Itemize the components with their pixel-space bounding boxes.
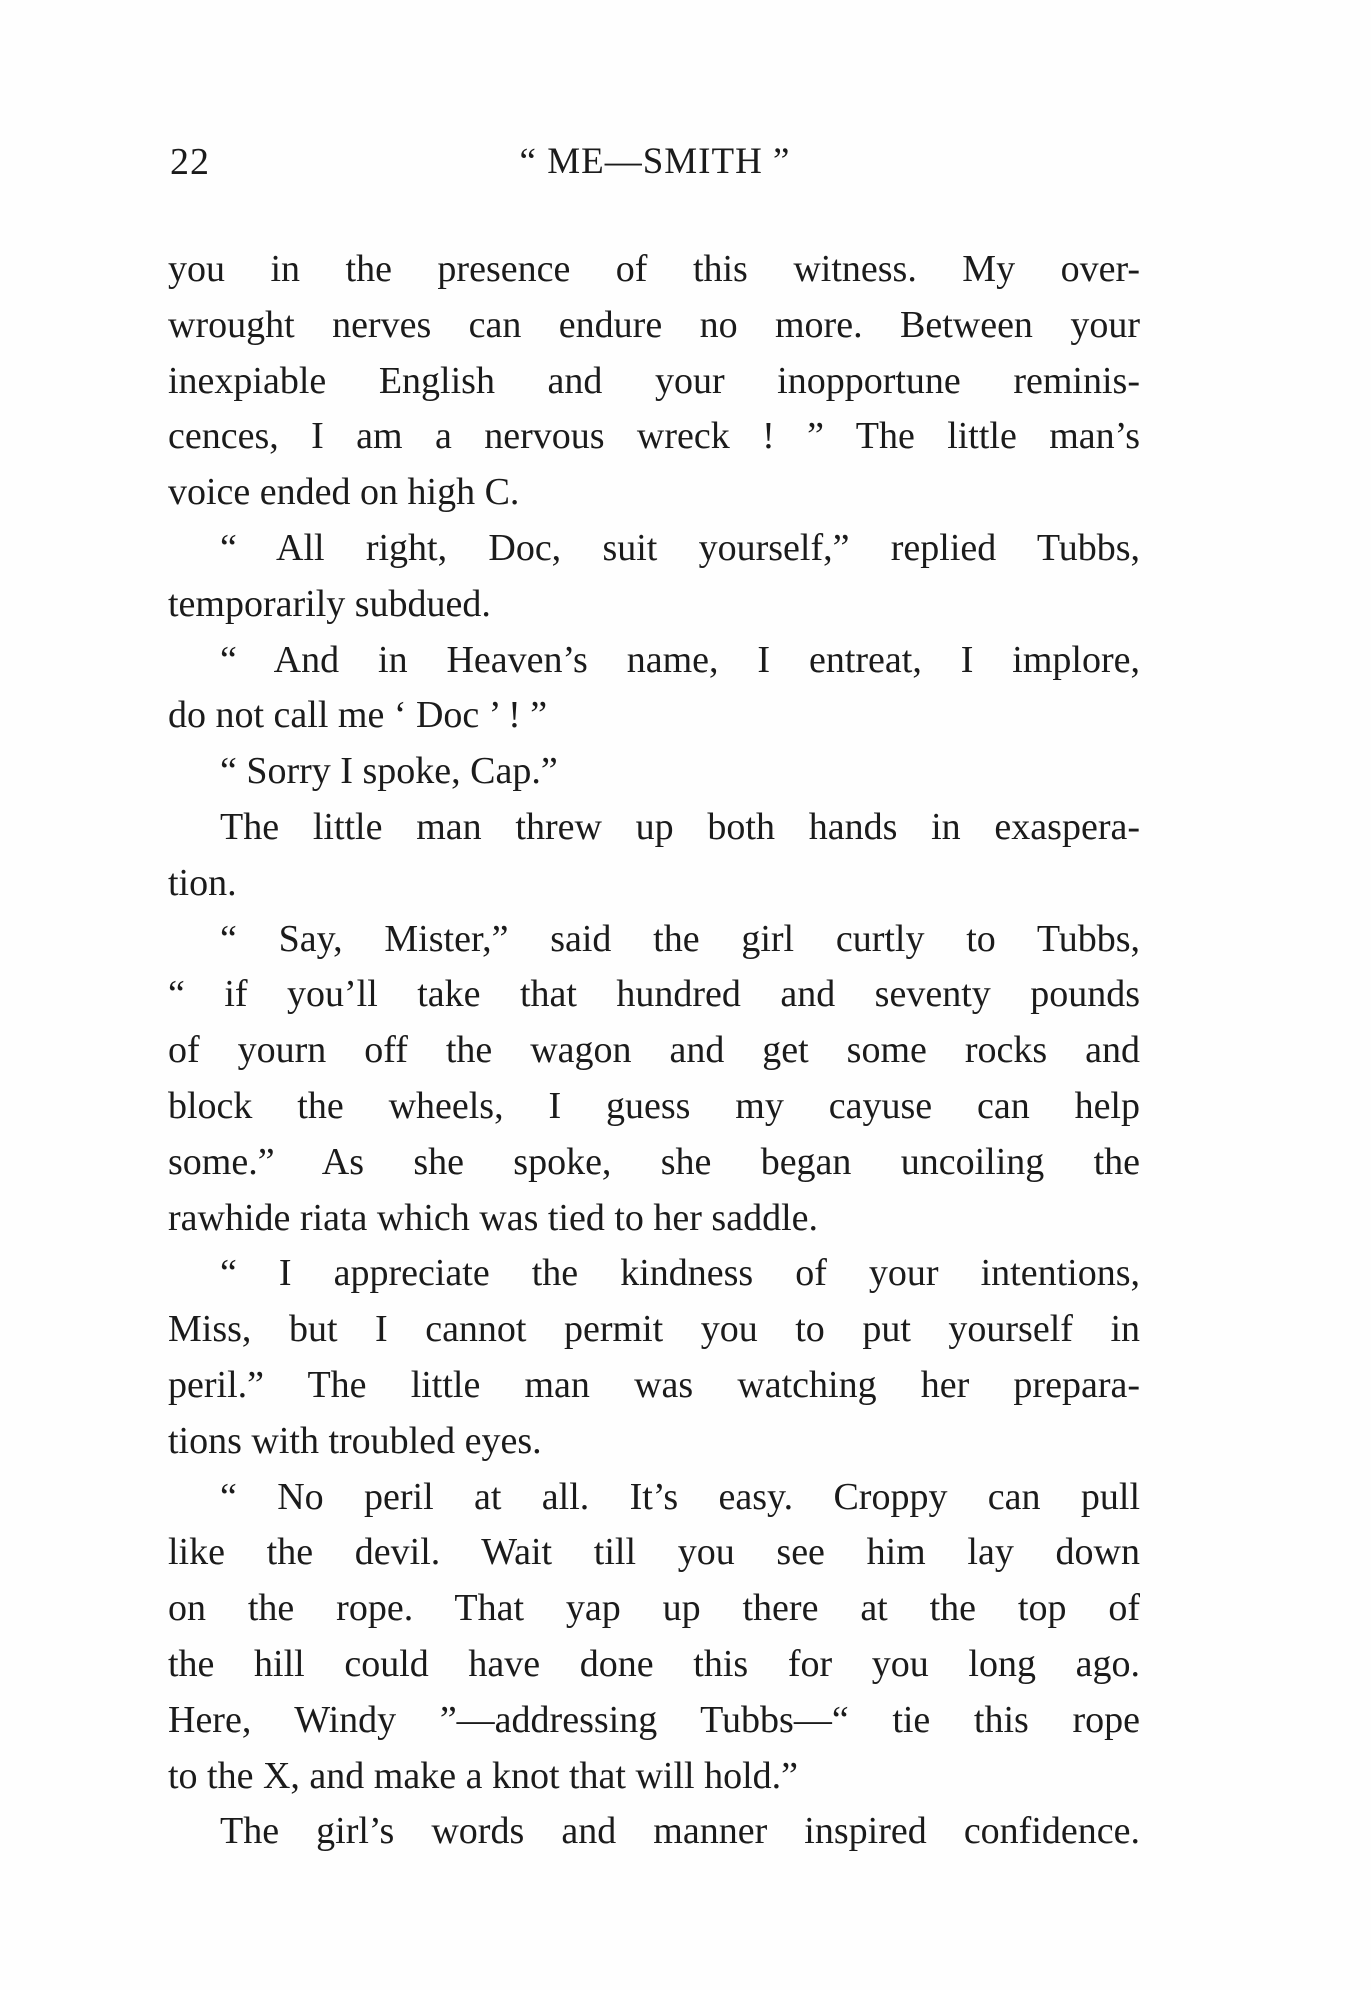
text-line: inexpiable English and your inopportune reminis-	[168, 359, 1140, 402]
text-line: “ No peril at all. It’s easy. Croppy can pull	[220, 1475, 1140, 1518]
running-head: “ ME—SMITH ”	[519, 141, 791, 182]
text-line: “ And in Heaven’s name, I entreat, I implore,	[220, 638, 1140, 681]
text-line: “ I appreciate the kindness of your intentions,	[220, 1252, 1140, 1295]
text-line: Here, Windy ”—addressing Tubbs—“ tie this rope	[168, 1698, 1140, 1741]
text-line: like the devil. Wait till you see him lay down	[168, 1531, 1140, 1574]
text-line: block the wheels, I guess my cayuse can help	[168, 1084, 1140, 1127]
text-line: to the X, and make a knot that will hold.”	[168, 1754, 799, 1797]
text-line: “ Say, Mister,” said the girl curtly to Tubbs,	[220, 917, 1140, 960]
text-line: The girl’s words and manner inspired confidence.	[220, 1810, 1140, 1853]
text-line: tions with troubled eyes.	[168, 1419, 542, 1462]
page-header	[170, 140, 1140, 200]
text-line: temporarily subdued.	[168, 582, 491, 625]
text-line: you in the presence of this witness. My over-	[168, 248, 1140, 290]
body-text	[168, 242, 1140, 1860]
text-line: tion.	[168, 861, 237, 904]
text-line: rawhide riata which was tied to her saddle.	[168, 1196, 818, 1239]
text-line: Miss, but I cannot permit you to put yourself in	[168, 1308, 1140, 1351]
text-line: The little man threw up both hands in exaspera-	[220, 805, 1140, 848]
text-line: “ if you’ll take that hundred and seventy pounds	[168, 973, 1140, 1016]
text-line: the hill could have done this for you long ago.	[168, 1642, 1140, 1685]
text-line: on the rope. That yap up there at the top of	[168, 1587, 1140, 1630]
text-line: some.” As she spoke, she began uncoiling the	[168, 1140, 1140, 1183]
text-line: do not call me ‘ Doc ’ ! ”	[168, 694, 548, 737]
text-line: voice ended on high C.	[168, 471, 520, 514]
text-line: cences, I am a nervous wreck ! ” The little man’s	[168, 415, 1140, 458]
text-line: peril.” The little man was watching her prepara-	[168, 1363, 1140, 1406]
text-line: of yourn off the wagon and get some rocks and	[168, 1029, 1140, 1072]
text-line: wrought nerves can endure no more. Between your	[168, 303, 1140, 346]
page-number: 22	[170, 141, 210, 183]
text-line: “ All right, Doc, suit yourself,” replied Tubbs,	[220, 526, 1140, 569]
text-line: “ Sorry I spoke, Cap.”	[220, 750, 558, 793]
